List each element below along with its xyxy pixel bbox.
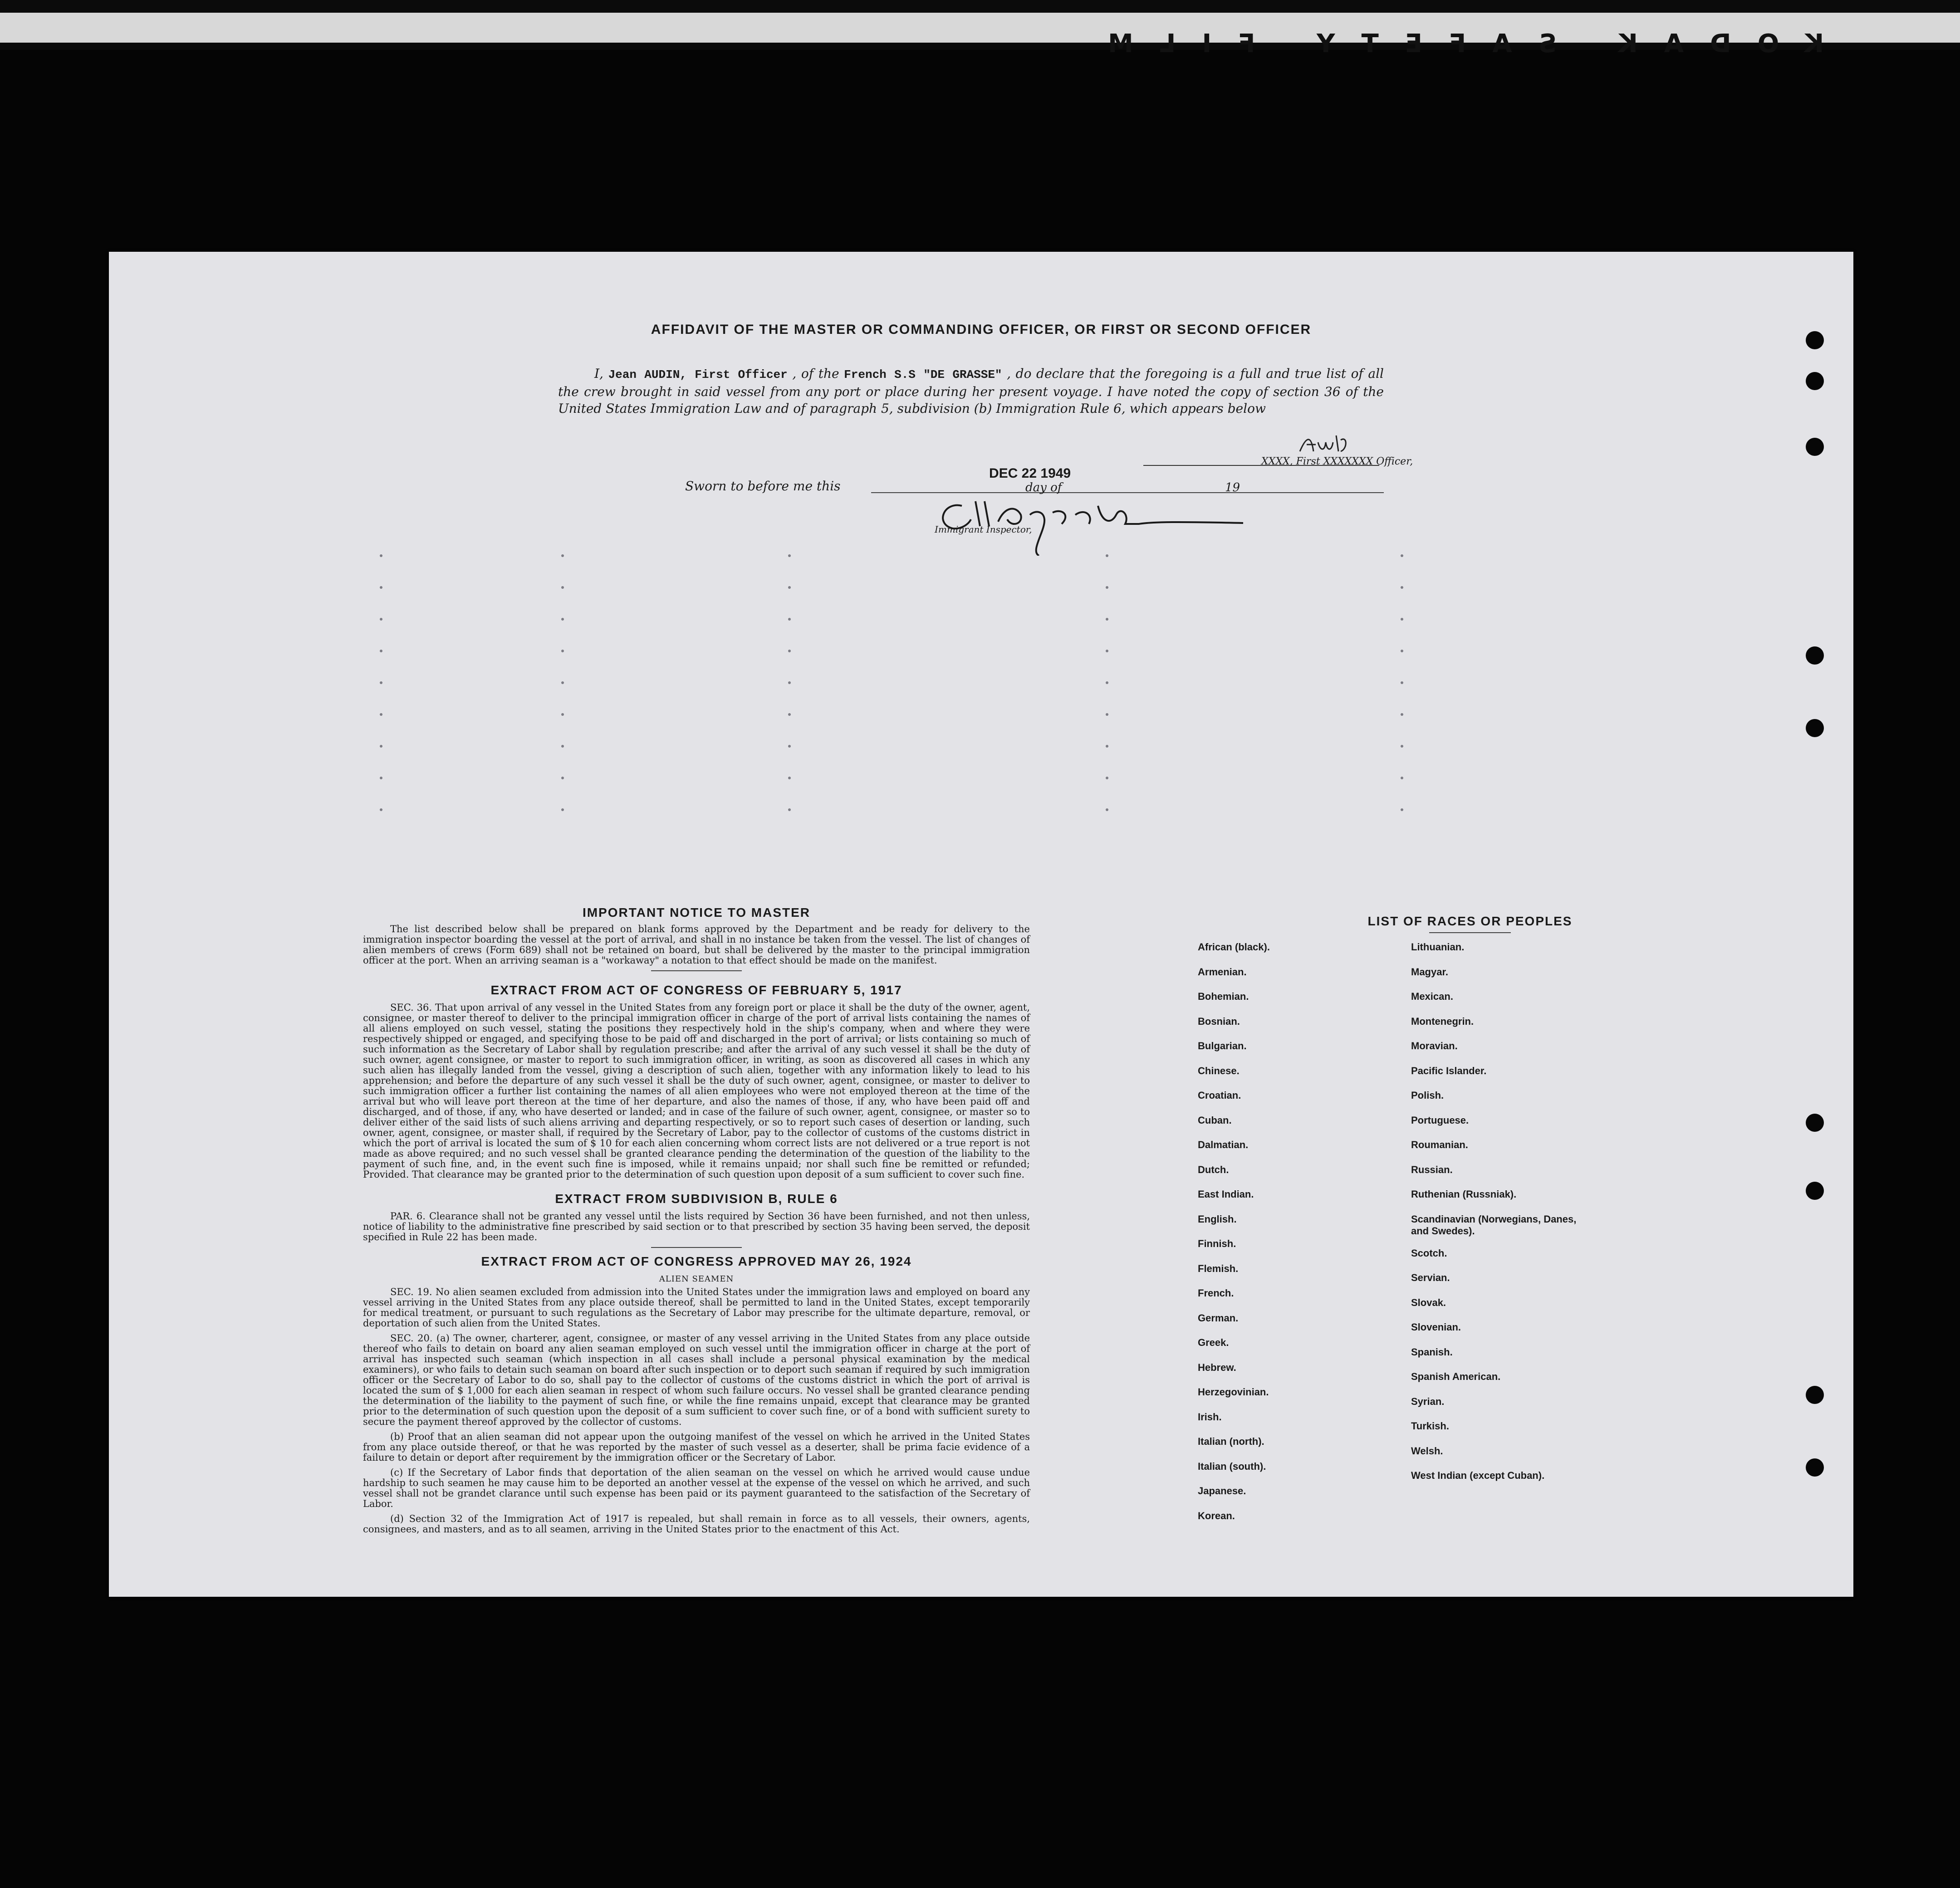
race-item: Greek. — [1198, 1337, 1229, 1348]
notice-text: The list described below shall be prepared on blank forms approved by the Department and be ready for delivery to the immigration inspector boarding the vessel at the port of arrival, and shall in no instance be taken from the vessel. The list of changes of alien members of crews (Form 689) shall not be retained on board, but shall be delivered by the master to the principal immigration officer at the port. When an arriving seaman is a "workaway" a notation to that effect should be made on the manifest. — [363, 924, 1030, 966]
punch-hole — [1806, 1386, 1824, 1404]
race-item: Italian (south). — [1198, 1460, 1266, 1472]
race-item: French. — [1198, 1287, 1234, 1299]
race-item: Cuban. — [1198, 1114, 1232, 1126]
race-item: Moravian. — [1411, 1040, 1458, 1052]
race-item: Magyar. — [1411, 966, 1448, 978]
film-strip — [0, 13, 1960, 59]
race-item: Bulgarian. — [1198, 1040, 1247, 1052]
date-stamp: DEC 22 1949 — [989, 466, 1071, 481]
notice-title: IMPORTANT NOTICE TO MASTER — [582, 905, 811, 920]
alien-seamen-subtitle: ALIEN SEAMEN — [659, 1274, 734, 1284]
officer-signature-label: XXXX, First XXXXXXX Officer, — [1261, 456, 1413, 467]
film-edge-text: KODAK SAFETY FILM — [1081, 29, 1824, 59]
extract-1924-title: EXTRACT FROM ACT OF CONGRESS APPROVED MAY 26, 1924 — [481, 1254, 912, 1268]
sec20c-text: (c) If the Secretary of Labor finds that deportation of the alien seaman on the vessel on which he arrived would cause undue hardship to such seamen he may cause him to be deported an another vessel at the expense of the vessel on which he arrived, and such vessel shall not be grandet clarance until such expense has been paid or its payment guaranteed to the satisfaction of the Secretary of Labor. — [363, 1467, 1030, 1509]
officer-initials-signature — [1298, 431, 1352, 458]
sec20b-text: (b) Proof that an alien seaman did not appear upon the outgoing manifest of the vessel on which he arrived in the United States from any place outside thereof, or that he was reported by the master of such vessel as a deserter, shall be prima facie evidence of a failure to detain or deport after requirement by the immigration officer or the Secretary of Labor. — [363, 1431, 1030, 1463]
extract-rule6-text: PAR. 6. Clearance shall not be granted any vessel until the lists required by Section 36 have been furnished, and not then unless, notice of liability to the administrative fine prescribed by said section or to that prescribed by section 35 having been served, the deposit specified in Rule 22 has been made. — [363, 1211, 1030, 1242]
races-column-right — [1411, 941, 1592, 1535]
inspector-signature — [926, 488, 1334, 556]
race-item: African (black). — [1198, 941, 1270, 953]
vessel-name: French S.S "DE GRASSE" — [844, 368, 1002, 382]
race-item: Korean. — [1198, 1510, 1235, 1521]
race-item: Roumanian. — [1411, 1139, 1468, 1150]
race-item: Montenegrin. — [1411, 1015, 1474, 1027]
extract-1917-text: SEC. 36. That upon arrival of any vessel in the United States from any foreign port or place it shall be the duty of the owner, agent, consignee, or master thereof to deliver to the principal immigration officer in charge of the port of arrival lists containing the names of all aliens employed on such vessel, stating the positions they respectively hold in the ship's company, when and where they were respectively shipped or engaged, and specifying those to be paid off and discharged in the port of arrival; or lists containing so much of such information as the Secretary of Labor shall by regulation prescribe; and after the arrival of any such vessel it shall be the duty of such owner, agent consignee, or master to report to such immigration officer, in writing, as soon as discovered all cases in which any such alien has illegally landed from the vessel, giving a description of such alien, together with any information likely to lead to his apprehension; and before the departure of any such vessel it shall be the duty of such owner, agent, consignee, or master to deliver to such immigration officer a further list containing the names of all alien employees who were not employed thereon at the time of the arrival but who will leave port thereon at the time of her departure, and also the names of those, if any, who have been paid off and discharged, and of those, if any, who have deserted or landed; and in case of the failure of such owner, agent, consignee, or master so to deliver either of the said lists of such aliens arriving and departing respectively, or so to report such cases of desertion or landing, such owner, agent, consignee, or master shall, if required by the Secretary of Labor, pay to the collector of customs of the customs district in which the port of arrival is located the sum of $ 10 for each alien concerning whom correct lists are not delivered or a true report is not made as above required; and no such vessel shall be granted clearance pending the determination of the question of the liability to the payment of such fine, and, in the event such fine is imposed, while it remains unpaid; nor shall such fine be remitted or refunded; Provided. That clearance may be granted prior to the determination of such question upon deposit of a sum sufficient to cover such fine. — [363, 1002, 1030, 1180]
race-item: Slovak. — [1411, 1296, 1446, 1308]
affidavit-body: that the foregoing is a full and true list of all the crew brought in said vessel from any port or place during her present voyage. I have noted the copy of section 36 of the United States Immigration Law and of paragraph 5, subdivision (b) Immigration Rule 6, which appears below — [558, 366, 1384, 416]
punch-hole — [1806, 1458, 1824, 1477]
extract-1917-title: EXTRACT FROM ACT OF CONGRESS OF FEBRUARY 5, 1917 — [490, 983, 902, 997]
year-prefix: 19 — [1225, 481, 1240, 494]
race-item: Bohemian. — [1198, 991, 1249, 1002]
day-of-label: day of — [1025, 481, 1062, 494]
race-item: Irish. — [1198, 1411, 1222, 1423]
race-item: German. — [1198, 1312, 1239, 1324]
divider — [651, 1247, 742, 1248]
race-item: Hebrew. — [1198, 1361, 1236, 1373]
punch-hole — [1806, 1114, 1824, 1132]
race-item: English. — [1198, 1213, 1237, 1225]
race-item: West Indian (except Cuban). — [1411, 1470, 1545, 1481]
bleed-through-ditto-marks — [245, 524, 1561, 841]
race-item: East Indian. — [1198, 1189, 1254, 1200]
race-item: Russian. — [1411, 1164, 1453, 1175]
punch-hole — [1806, 1182, 1824, 1200]
race-item: Chinese. — [1198, 1065, 1240, 1076]
race-item: Portuguese. — [1411, 1114, 1469, 1126]
divider — [651, 970, 742, 971]
race-item: Dalmatian. — [1198, 1139, 1249, 1150]
punch-hole — [1806, 719, 1824, 737]
race-item: Scandinavian (Norwegians, Danes, and Swedes). — [1411, 1213, 1577, 1237]
races-title: LIST OF RACES OR PEOPLES — [1367, 914, 1573, 928]
race-item: Spanish American. — [1411, 1371, 1501, 1382]
race-item: Slovenian. — [1411, 1321, 1461, 1333]
race-item: Italian (north). — [1198, 1436, 1264, 1447]
race-item: Bosnian. — [1198, 1015, 1240, 1027]
affidavit-declaration — [558, 365, 1384, 417]
sec20d-text: (d) Section 32 of the Immigration Act of 1917 is repealed, but shall remain in force as to all vessels, their owners, agents, consignees, and masters, and as to all seamen, arriving in the United States prior to the enactment of this Act. — [363, 1513, 1030, 1535]
document-sheet — [109, 252, 1853, 1597]
race-item: Mexican. — [1411, 991, 1453, 1002]
race-item: Polish. — [1411, 1090, 1444, 1101]
race-item: Herzegovinian. — [1198, 1386, 1269, 1398]
immigrant-inspector-label: Immigrant Inspector, — [935, 524, 1032, 535]
race-item: Scotch. — [1411, 1247, 1447, 1259]
race-item: Spanish. — [1411, 1346, 1453, 1358]
race-item: Croatian. — [1198, 1090, 1241, 1101]
sec20a-text: SEC. 20. (a) The owner, charterer, agent, consignee, or master of any vessel arriving in the United States from any place outside thereof who fails to detain on board any alien seaman employed on such vessel until the immigration officer in charge at the port of arrival has inspected such seaman (which inspection in all cases shall include a personal physical examination by the medical examiners), or who fails to detain such seaman on board after such inspection or to deport such seaman if required by such immigration officer or the Secretary of Labor to do so, shall pay to the collector of customs of the customs district in which the port of arrival is located the sum of $ 1,000 for each alien seaman in respect of whom such failure occurs. No vessel shall be granted clearance pending the determination of the liability to the payment of such fine, or while the fine remains unpaid, except that clearance may be granted prior to the determination of such question upon the deposit of a sum sufficient to cover such fine, or of a bond with sufficient surety to secure the payment thereof approved by the collector of customs. — [363, 1333, 1030, 1427]
races-list-section — [1198, 914, 1742, 1535]
punch-hole — [1806, 438, 1824, 456]
race-item: Lithuanian. — [1411, 941, 1465, 953]
race-item: Finnish. — [1198, 1238, 1236, 1249]
race-item: Welsh. — [1411, 1445, 1443, 1457]
race-item: Dutch. — [1198, 1164, 1229, 1175]
extract-rule6-title: EXTRACT FROM SUBDIVISION B, RULE 6 — [555, 1192, 838, 1206]
punch-hole — [1806, 372, 1824, 390]
sworn-statement: Sworn to before me this — [685, 479, 841, 494]
race-item: Turkish. — [1411, 1420, 1449, 1432]
sec19-text: SEC. 19. No alien seamen excluded from admission into the United States under the immigration laws and employed on board any vessel arriving in the United States from any place outside thereof, shall be permitted to land in the United States, except temporarily for medical treatment, or pursuant to such regulations as the Secretary of Labor may prescribe for the ultimate departure, removal, or deportation of such alien from the United States. — [363, 1286, 1030, 1329]
races-column-left — [1198, 941, 1411, 1535]
race-item: Servian. — [1411, 1272, 1450, 1283]
affidavit-declare: , do declare — [1007, 366, 1084, 381]
race-item: Flemish. — [1198, 1262, 1239, 1274]
race-item: Pacific Islander. — [1411, 1065, 1487, 1076]
officer-name: Jean AUDIN, First Officer — [608, 368, 788, 382]
race-item: Ruthenian (Russniak). — [1411, 1189, 1517, 1200]
divider — [1429, 932, 1511, 933]
affidavit-lead: I, — [594, 366, 603, 381]
race-item: Japanese. — [1198, 1485, 1246, 1497]
affidavit-title: AFFIDAVIT OF THE MASTER OR COMMANDING OFFICER, OR FIRST OR SECOND OFFICER — [651, 322, 1312, 337]
race-item: Syrian. — [1411, 1395, 1445, 1407]
race-item: Armenian. — [1198, 966, 1247, 978]
affidavit-of-the: , of the — [792, 366, 839, 381]
punch-hole — [1806, 646, 1824, 665]
important-notice-section — [363, 907, 1030, 1539]
